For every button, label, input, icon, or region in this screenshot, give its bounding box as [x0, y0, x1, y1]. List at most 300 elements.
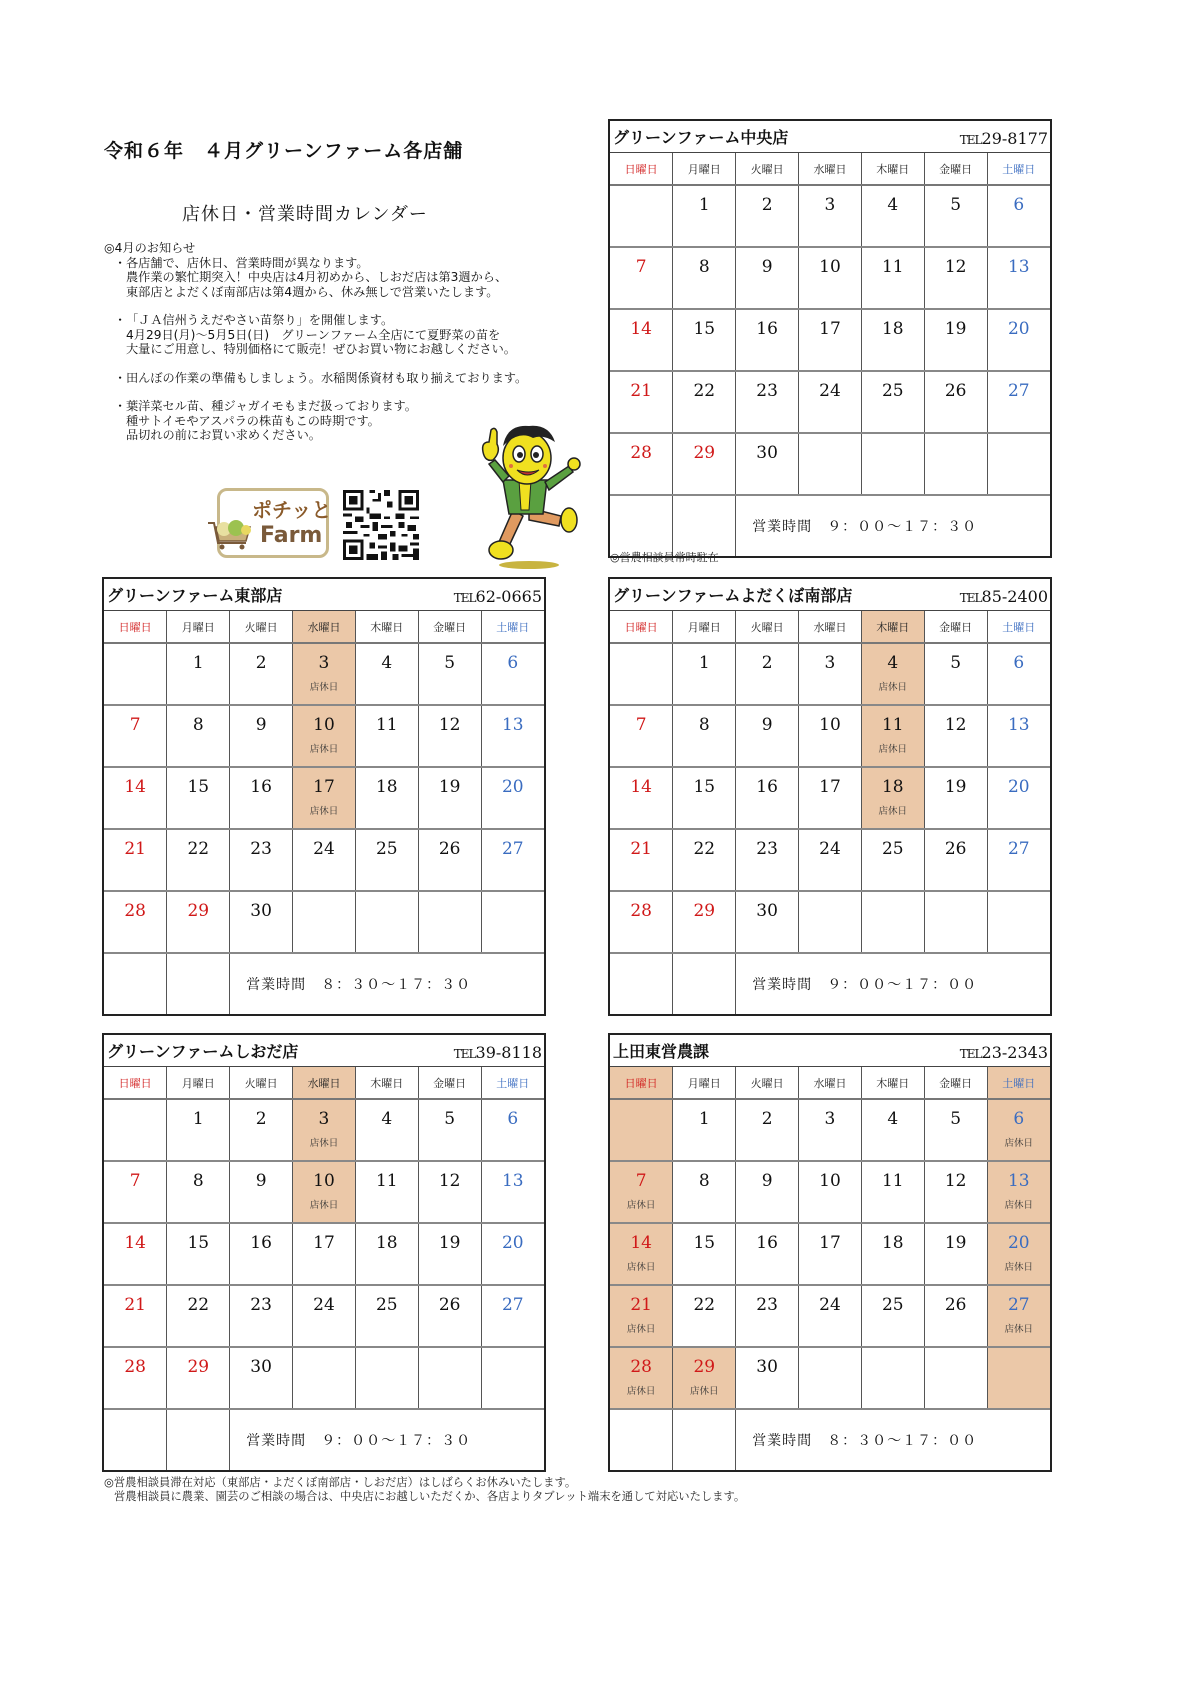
weekday-header: 木曜日 — [861, 1067, 924, 1099]
calendar-day-cell — [481, 891, 544, 953]
calendar-day-cell — [736, 891, 799, 953]
calendar-day-cell — [481, 1161, 544, 1223]
weekday-header: 水曜日 — [799, 611, 862, 643]
business-hours-label: 営業時間 — [246, 977, 307, 993]
day-number: 19 — [944, 1233, 967, 1253]
day-number: 16 — [250, 1233, 272, 1253]
calendar-day-cell — [987, 371, 1050, 433]
calendar-day-cell — [610, 309, 673, 371]
day-number: 8 — [192, 1171, 204, 1191]
day-number: 3 — [318, 1109, 330, 1129]
calendar-day-cell — [104, 1347, 167, 1409]
calendar-day-cell — [673, 1099, 736, 1161]
calendar-day-cell — [167, 643, 230, 705]
calendar-grid — [104, 611, 544, 1014]
calendar-day-cell — [799, 1285, 862, 1347]
calendar-day-cell — [987, 247, 1050, 309]
day-number: 21 — [124, 1295, 146, 1315]
day-number: 16 — [250, 777, 272, 797]
calendar-day-cell — [861, 1285, 924, 1347]
tel-prefix: TEL — [959, 133, 982, 147]
calendar-day-cell — [673, 705, 736, 767]
day-number: 22 — [693, 381, 716, 401]
store-name: グリーンファーム東部店 — [107, 586, 283, 605]
day-number: 17 — [819, 777, 841, 797]
calendar-day-cell — [673, 309, 736, 371]
day-number: 30 — [756, 443, 778, 463]
day-number: 5 — [444, 1109, 456, 1129]
day-number: 28 — [630, 1357, 652, 1377]
weekday-header: 火曜日 — [736, 1067, 799, 1099]
weekday-header: 土曜日 — [987, 1067, 1050, 1099]
empty-cell — [104, 953, 167, 1014]
business-hours-value: ９：００～１７：３０ — [321, 1433, 472, 1449]
calendar-day-cell — [104, 1099, 167, 1161]
calendar-day-cell — [418, 829, 481, 891]
closed-day-label: 店休日 — [1004, 1262, 1034, 1273]
store-name: グリーンファーム中央店 — [613, 128, 789, 147]
qr-code-icon[interactable] — [342, 490, 420, 560]
calendar-day-cell — [736, 309, 799, 371]
day-number: 18 — [881, 319, 904, 339]
business-hours — [230, 1409, 544, 1470]
calendar-day-cell — [736, 1161, 799, 1223]
calendar-day-cell — [610, 1099, 673, 1161]
calendar-day-cell — [924, 767, 987, 829]
day-number: 6 — [1013, 195, 1025, 215]
day-number: 6 — [507, 1109, 519, 1129]
calendar-day-cell — [355, 1285, 418, 1347]
business-hours — [230, 953, 544, 1014]
pochitto-farm-logo[interactable] — [217, 488, 332, 558]
calendar-day-cell — [736, 767, 799, 829]
calendar-day-cell — [418, 1099, 481, 1161]
day-number: 20 — [501, 777, 524, 797]
day-number: 13 — [501, 715, 524, 735]
store-tel — [960, 1043, 1048, 1062]
tel-prefix: TEL — [959, 591, 982, 605]
calendar-uedahigashi-office — [608, 1033, 1052, 1472]
calendar-day-cell — [418, 891, 481, 953]
empty-cell — [167, 1409, 230, 1470]
calendar-day-cell — [167, 1099, 230, 1161]
empty-cell — [673, 1409, 736, 1470]
day-number: 15 — [693, 777, 716, 797]
calendar-day-cell — [673, 643, 736, 705]
calendar-day-cell — [799, 247, 862, 309]
calendar-week-row — [610, 1223, 1050, 1285]
calendar-day-cell — [610, 371, 673, 433]
calendar-day-cell — [736, 247, 799, 309]
calendar-day-cell — [418, 1161, 481, 1223]
calendar-day-cell — [736, 1347, 799, 1409]
empty-cell — [673, 953, 736, 1014]
calendar-day-cell — [987, 705, 1050, 767]
weekday-header: 日曜日 — [104, 611, 167, 643]
day-number: 22 — [693, 1295, 716, 1315]
day-number: 13 — [1007, 257, 1030, 277]
closed-day-label: 店休日 — [626, 1324, 656, 1335]
calendar-day-cell — [987, 309, 1050, 371]
calendar-day-cell — [610, 767, 673, 829]
business-hours-row — [610, 953, 1050, 1014]
calendar-day-cell — [924, 891, 987, 953]
day-number: 27 — [1007, 1295, 1030, 1315]
empty-cell — [610, 953, 673, 1014]
bullet: ・ — [114, 370, 127, 385]
calendar-day-cell — [736, 1223, 799, 1285]
tel-number: 39-8118 — [475, 1043, 542, 1062]
calendar-day-cell — [293, 1347, 356, 1409]
day-number: 16 — [756, 1233, 778, 1253]
day-number: 8 — [698, 1171, 710, 1191]
calendar-day-cell — [736, 185, 799, 247]
calendar-week-row — [104, 705, 544, 767]
calendar-day-cell — [610, 891, 673, 953]
calendar-day-cell — [230, 643, 293, 705]
day-number: 3 — [824, 653, 836, 673]
day-number: 18 — [375, 777, 398, 797]
day-number: 14 — [124, 777, 146, 797]
day-number: 1 — [192, 1109, 204, 1129]
calendar-day-cell — [293, 643, 356, 705]
day-number: 1 — [698, 1109, 710, 1129]
day-number: 6 — [1013, 1109, 1025, 1129]
notice-line: 種サトイモやアスパラの株苗もこの時期です。 — [126, 413, 380, 428]
calendar-day-cell — [987, 1223, 1050, 1285]
closed-day-label: 店休日 — [309, 1200, 339, 1211]
calendar-week-row — [610, 767, 1050, 829]
day-number: 22 — [693, 839, 716, 859]
tel-number: 85-2400 — [981, 587, 1048, 606]
day-number: 25 — [375, 839, 398, 859]
store-name: グリーンファームよだくぼ南部店 — [613, 586, 853, 605]
calendar-day-cell — [987, 1161, 1050, 1223]
closed-day-label: 店休日 — [1004, 1324, 1034, 1335]
calendar-day-cell — [987, 185, 1050, 247]
empty-cell — [610, 1409, 673, 1470]
calendar-day-cell — [610, 247, 673, 309]
day-number: 19 — [438, 1233, 461, 1253]
calendar-day-cell — [861, 1347, 924, 1409]
notice-item — [114, 371, 604, 386]
calendar-day-cell — [481, 767, 544, 829]
calendar-day-cell — [104, 1285, 167, 1347]
calendar-chuo-store — [608, 119, 1052, 558]
business-hours-value: ８：３０～１７：００ — [827, 1433, 978, 1449]
calendar-day-cell — [736, 1285, 799, 1347]
shopping-cart-icon — [206, 517, 256, 551]
calendar-day-cell — [861, 1223, 924, 1285]
calendar-day-cell — [355, 705, 418, 767]
calendar-day-cell — [736, 371, 799, 433]
business-hours-value: ９：００～１７：００ — [827, 977, 978, 993]
calendar-day-cell — [924, 247, 987, 309]
calendar-day-cell — [355, 643, 418, 705]
notice-item — [114, 256, 604, 300]
calendar-day-cell — [418, 1223, 481, 1285]
day-number: 27 — [501, 1295, 524, 1315]
calendar-day-cell — [924, 829, 987, 891]
day-number: 17 — [313, 1233, 335, 1253]
calendar-day-cell — [481, 1099, 544, 1161]
closed-day-label: 店休日 — [878, 744, 908, 755]
calendar-tobu-store — [102, 577, 546, 1016]
weekday-header: 金曜日 — [418, 1067, 481, 1099]
day-number: 27 — [501, 839, 524, 859]
calendar-day-cell — [104, 1161, 167, 1223]
empty-cell — [167, 953, 230, 1014]
day-number: 8 — [192, 715, 204, 735]
day-number: 19 — [438, 777, 461, 797]
day-number: 25 — [881, 839, 904, 859]
day-number: 30 — [756, 901, 778, 921]
day-number: 10 — [819, 715, 841, 735]
calendar-week-row — [610, 705, 1050, 767]
notice-line: 品切れの前にお買い求めください。 — [126, 428, 321, 442]
day-number: 8 — [698, 257, 710, 277]
calendar-day-cell — [924, 371, 987, 433]
day-number: 14 — [630, 1233, 652, 1253]
day-number: 10 — [313, 1171, 335, 1191]
day-number: 28 — [124, 901, 146, 921]
calendar-day-cell — [861, 247, 924, 309]
logo-text-farm: Farm — [260, 523, 323, 548]
day-number: 12 — [944, 257, 967, 277]
day-number: 18 — [881, 777, 904, 797]
notice-line: 田んぼの作業の準備もしましょう。水稲関係資材も取り揃えております。 — [126, 370, 528, 385]
calendar-week-row — [104, 1099, 544, 1161]
calendar-day-cell — [167, 891, 230, 953]
calendar-day-cell — [104, 767, 167, 829]
weekday-header: 火曜日 — [736, 153, 799, 185]
day-number: 5 — [950, 653, 962, 673]
calendar-day-cell — [355, 1223, 418, 1285]
calendar-day-cell — [861, 829, 924, 891]
store-tel — [960, 129, 1048, 148]
calendar-day-cell — [924, 1161, 987, 1223]
day-number: 12 — [438, 1171, 461, 1191]
weekday-header: 木曜日 — [861, 611, 924, 643]
day-number: 30 — [756, 1357, 778, 1377]
calendar-day-cell — [104, 1223, 167, 1285]
weekday-header: 火曜日 — [736, 611, 799, 643]
closed-day-label: 店休日 — [309, 1138, 339, 1149]
store-name: グリーンファームしおだ店 — [107, 1042, 299, 1061]
day-number: 1 — [192, 653, 204, 673]
day-number: 25 — [881, 381, 904, 401]
bullet: ・ — [114, 313, 127, 327]
calendar-day-cell — [167, 1347, 230, 1409]
calendar-day-cell — [481, 1223, 544, 1285]
day-number: 19 — [944, 777, 967, 797]
calendar-day-cell — [799, 433, 862, 495]
calendar-day-cell — [861, 705, 924, 767]
calendar-week-row — [610, 1285, 1050, 1347]
store-tel — [960, 587, 1048, 606]
calendar-day-cell — [355, 767, 418, 829]
footer-line-1: ◎営農相談員滞在対応（東部店・よだくぼ南部店・しおだ店）はしばらくお休みいたします。 — [104, 1476, 577, 1489]
weekday-header: 水曜日 — [293, 1067, 356, 1099]
calendar-day-cell — [230, 1285, 293, 1347]
business-hours-label: 営業時間 — [752, 977, 813, 993]
day-number: 7 — [129, 1171, 141, 1191]
calendar-day-cell — [861, 1099, 924, 1161]
calendar-day-cell — [293, 1223, 356, 1285]
weekday-header: 火曜日 — [230, 611, 293, 643]
calendar-shioda-store — [102, 1033, 546, 1472]
calendar-day-cell — [230, 829, 293, 891]
calendar-day-cell — [924, 643, 987, 705]
day-number: 18 — [375, 1233, 398, 1253]
calendar-day-cell — [924, 1285, 987, 1347]
calendar-day-cell — [673, 1347, 736, 1409]
day-number: 16 — [756, 319, 778, 339]
calendar-day-cell — [987, 1285, 1050, 1347]
calendar-week-row — [104, 891, 544, 953]
weekday-header: 木曜日 — [861, 153, 924, 185]
calendar-day-cell — [987, 643, 1050, 705]
calendar-day-cell — [799, 309, 862, 371]
calendar-week-row — [610, 371, 1050, 433]
day-number: 20 — [1007, 319, 1030, 339]
notice-line: 4月29日(月)～5月5日(日) グリーンファーム全店にて夏野菜の苗を — [126, 327, 501, 342]
business-hours-value: ８：３０～１７：３０ — [321, 977, 472, 993]
closed-day-label: 店休日 — [1004, 1200, 1034, 1211]
day-number: 12 — [944, 1171, 967, 1191]
calendar-day-cell — [293, 1161, 356, 1223]
calendar-day-cell — [481, 705, 544, 767]
tel-number: 23-2343 — [981, 1043, 1048, 1062]
calendar-day-cell — [673, 371, 736, 433]
weekday-header: 日曜日 — [104, 1067, 167, 1099]
day-number: 10 — [313, 715, 335, 735]
day-number: 6 — [1013, 653, 1025, 673]
calendar-day-cell — [799, 643, 862, 705]
calendar-day-cell — [736, 705, 799, 767]
calendar-grid — [610, 611, 1050, 1014]
calendar-day-cell — [293, 1285, 356, 1347]
calendar-day-cell — [673, 1161, 736, 1223]
day-number: 1 — [698, 653, 710, 673]
calendar-day-cell — [167, 705, 230, 767]
notice-line: 「ＪＡ信州うえだやさい苗祭り」を開催します。 — [126, 313, 394, 327]
weekday-header: 日曜日 — [610, 1067, 673, 1099]
calendar-day-cell — [799, 1099, 862, 1161]
calendar-day-cell — [861, 643, 924, 705]
day-number: 30 — [250, 901, 272, 921]
day-number: 3 — [318, 653, 330, 673]
calendar-day-cell — [481, 1285, 544, 1347]
day-number: 10 — [819, 257, 841, 277]
day-number: 29 — [187, 1357, 210, 1377]
notice-heading: ◎4月のお知らせ — [104, 241, 196, 255]
calendar-day-cell — [481, 643, 544, 705]
closed-day-label: 店休日 — [1004, 1138, 1034, 1149]
calendar-day-cell — [230, 767, 293, 829]
calendar-grid — [610, 1067, 1050, 1470]
calendar-day-cell — [736, 433, 799, 495]
calendar-day-cell — [799, 891, 862, 953]
calendar-day-cell — [355, 891, 418, 953]
weekday-header: 木曜日 — [355, 611, 418, 643]
calendar-day-cell — [167, 767, 230, 829]
notice-line: 農作業の繁忙期突入！中央店は4月初めから、しおだ店は第3週から、 — [126, 270, 508, 284]
calendar-day-cell — [736, 1099, 799, 1161]
calendar-day-cell — [987, 433, 1050, 495]
day-number: 11 — [881, 715, 904, 735]
weekday-header: 月曜日 — [673, 153, 736, 185]
weekday-header: 土曜日 — [481, 611, 544, 643]
business-hours — [736, 1409, 1050, 1470]
calendar-day-cell — [167, 1223, 230, 1285]
calendar-week-row — [104, 1285, 544, 1347]
calendar-day-cell — [230, 1161, 293, 1223]
calendar-week-row — [610, 643, 1050, 705]
day-number: 10 — [819, 1171, 841, 1191]
day-number: 20 — [1007, 777, 1030, 797]
day-number: 24 — [819, 1295, 841, 1315]
day-number: 20 — [1007, 1233, 1030, 1253]
day-number: 9 — [761, 257, 773, 277]
calendar-day-cell — [799, 1223, 862, 1285]
tel-prefix: TEL — [453, 591, 476, 605]
weekday-header: 金曜日 — [924, 1067, 987, 1099]
empty-cell — [673, 495, 736, 556]
calendar-day-cell — [799, 767, 862, 829]
day-number: 4 — [887, 653, 899, 673]
day-number: 7 — [635, 257, 647, 277]
calendar-day-cell — [673, 829, 736, 891]
day-number: 11 — [881, 257, 904, 277]
logo-text-pochitto: ポチッと — [252, 498, 332, 522]
calendar-week-row — [104, 829, 544, 891]
empty-cell — [104, 1409, 167, 1470]
calendar-day-cell — [355, 1099, 418, 1161]
calendar-yodakubo-store — [608, 577, 1052, 1016]
calendar-day-cell — [610, 1347, 673, 1409]
day-number: 13 — [1007, 1171, 1030, 1191]
page-title: 令和６年 ４月グリーンファーム各店舗 — [104, 140, 464, 162]
day-number: 25 — [375, 1295, 398, 1315]
closed-day-label: 店休日 — [626, 1262, 656, 1273]
day-number: 2 — [255, 1109, 267, 1129]
closed-day-label: 店休日 — [878, 682, 908, 693]
calendar-day-cell — [924, 705, 987, 767]
calendar-day-cell — [673, 1285, 736, 1347]
calendar-day-cell — [610, 433, 673, 495]
day-number: 24 — [819, 381, 841, 401]
day-number: 14 — [630, 319, 652, 339]
day-number: 29 — [693, 1357, 716, 1377]
weekday-header: 金曜日 — [924, 153, 987, 185]
calendar-day-cell — [924, 1223, 987, 1285]
calendar-day-cell — [610, 1285, 673, 1347]
day-number: 26 — [438, 839, 461, 859]
day-number: 17 — [819, 319, 841, 339]
day-number: 15 — [693, 319, 716, 339]
day-number: 5 — [444, 653, 456, 673]
calendar-day-cell — [104, 643, 167, 705]
calendar-day-cell — [293, 767, 356, 829]
calendar-day-cell — [230, 1223, 293, 1285]
day-number: 23 — [756, 381, 778, 401]
day-number: 28 — [630, 443, 652, 463]
calendar-day-cell — [418, 767, 481, 829]
day-number: 26 — [944, 1295, 967, 1315]
day-number: 8 — [698, 715, 710, 735]
day-number: 23 — [756, 1295, 778, 1315]
